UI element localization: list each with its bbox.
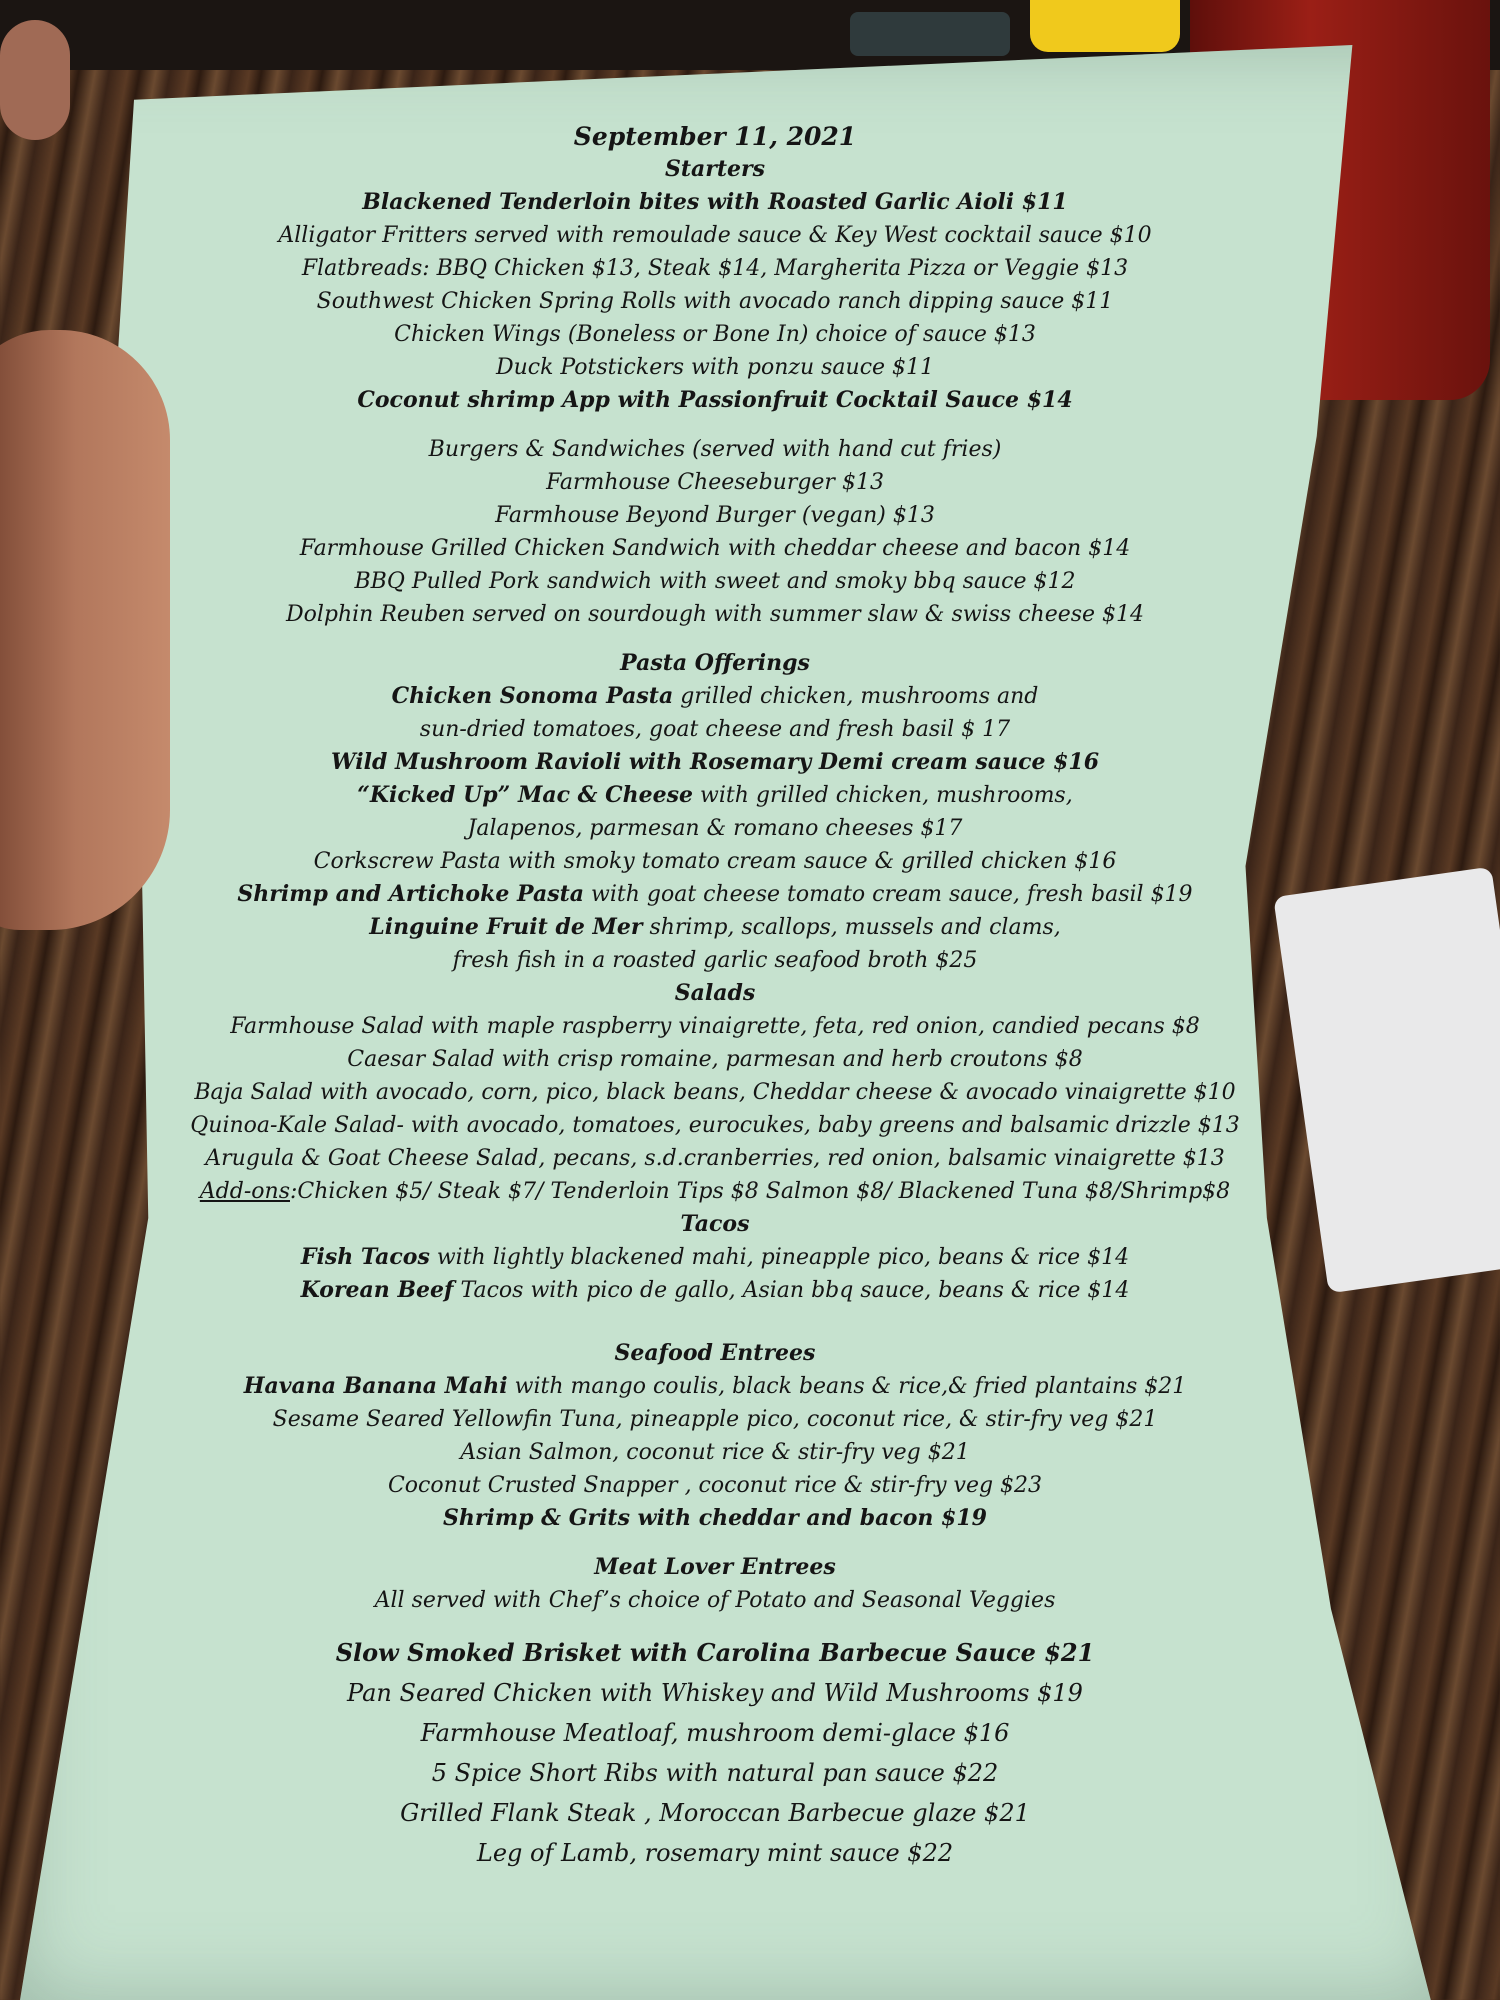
item-name: Havana Banana Mahi: [243, 1373, 508, 1399]
menu-item: [170, 680, 1260, 713]
addons-label: Add-ons: [199, 1179, 290, 1204]
meat-note: All served with Chef’s choice of Potato and Seasonal Veggies: [374, 1588, 1056, 1613]
menu-text: [170, 120, 1260, 1873]
menu-item: Leg of Lamb, rosemary mint sauce $22: [476, 1839, 954, 1867]
menu-item: Dolphin Reuben served on sourdough with summer slaw & swiss cheese $14: [285, 602, 1145, 627]
item-name: Chicken Sonoma Pasta: [391, 683, 674, 709]
menu-item: [170, 911, 1260, 944]
thumb: [0, 330, 170, 930]
menu-item: Corkscrew Pasta with smoky tomato cream sauce & grilled chicken $16: [313, 849, 1117, 874]
menu-item: Duck Potstickers with ponzu sauce $11: [495, 355, 935, 380]
menu-item: Coconut Crusted Snapper , coconut rice & stir-fry veg $23: [387, 1473, 1043, 1498]
menu-item: Sesame Seared Yellowfin Tuna, pineapple pico, coconut rice, & stir-fry veg $21: [272, 1407, 1158, 1432]
item-name: Korean Beef: [300, 1277, 454, 1303]
burgers-heading: Burgers & Sandwiches (served with hand cut fries): [428, 437, 1002, 462]
tacos-heading: Tacos: [680, 1211, 750, 1237]
item-desc: with goat cheese tomato cream sauce, fresh basil $19: [584, 882, 1193, 907]
mustard-bottle: [1030, 0, 1180, 52]
menu-item: Flatbreads: BBQ Chicken $13, Steak $14, Margherita Pizza or Veggie $13: [301, 256, 1129, 281]
pasta-heading: Pasta Offerings: [620, 650, 810, 676]
menu-item: sun-dried tomatoes, goat cheese and fresh basil $ 17: [419, 717, 1011, 742]
item-desc: with mango coulis, black beans & rice,& fried plantains $21: [507, 1374, 1187, 1399]
menu-item: Asian Salmon, coconut rice & stir-fry veg $21: [460, 1440, 970, 1465]
menu-item: Farmhouse Beyond Burger (vegan) $13: [495, 503, 935, 528]
menu-item: Farmhouse Cheeseburger $13: [546, 470, 884, 495]
menu-item: Caesar Salad with crisp romaine, parmesan and herb croutons $8: [347, 1047, 1083, 1072]
menu-item: Farmhouse Salad with maple raspberry vinaigrette, feta, red onion, candied pecans $8: [230, 1014, 1200, 1039]
item-name: Shrimp and Artichoke Pasta: [237, 881, 585, 907]
jar: [850, 12, 1010, 56]
starters-heading: Starters: [664, 156, 766, 182]
napkin: [1273, 867, 1500, 1294]
menu-item: Baja Salad with avocado, corn, pico, black beans, Cheddar cheese & avocado vinaigrette $10: [194, 1080, 1236, 1105]
menu-item: Southwest Chicken Spring Rolls with avocado ranch dipping sauce $11: [316, 289, 1114, 314]
menu-item: Blackened Tenderloin bites with Roasted Garlic Aioli $11: [362, 189, 1068, 215]
menu-item: [170, 878, 1260, 911]
item-desc: grilled chicken, mushrooms and: [673, 684, 1039, 709]
item-desc: Tacos with pico de gallo, Asian bbq sauce, beans & rice $14: [453, 1278, 1130, 1303]
menu-item: [170, 1274, 1260, 1307]
addons-text: :Chicken $5/ Steak $7/ Tenderloin Tips $8 Salmon $8/ Blackened Tuna $8/Shrimp$8: [290, 1179, 1231, 1204]
menu-item: Jalapenos, parmesan & romano cheeses $17: [467, 816, 963, 841]
menu-item: Shrimp & Grits with cheddar and bacon $19: [443, 1505, 987, 1531]
menu-item: Arugula & Goat Cheese Salad, pecans, s.d.cranberries, red onion, balsamic vinaigrette $13: [205, 1146, 1225, 1171]
menu-item: Chicken Wings (Boneless or Bone In) choice of sauce $13: [394, 322, 1036, 347]
menu-item: Alligator Fritters served with remoulade sauce & Key West cocktail sauce $10: [278, 223, 1152, 248]
menu-item: Farmhouse Grilled Chicken Sandwich with cheddar cheese and bacon $14: [299, 536, 1131, 561]
menu-date: September 11, 2021: [573, 122, 857, 151]
menu-item: Coconut shrimp App with Passionfruit Cocktail Sauce $14: [357, 387, 1073, 413]
menu-item: [170, 1241, 1260, 1274]
item-name: Fish Tacos: [300, 1244, 430, 1270]
menu-item: Pan Seared Chicken with Whiskey and Wild Mushrooms $19: [347, 1679, 1083, 1707]
item-name: “Kicked Up” Mac & Cheese: [357, 782, 694, 808]
menu-item: [170, 1370, 1260, 1403]
salads-heading: Salads: [674, 980, 756, 1006]
menu-item: Farmhouse Meatloaf, mushroom demi-glace $16: [420, 1719, 1010, 1747]
menu-item: Slow Smoked Brisket with Carolina Barbecue Sauce $21: [335, 1638, 1095, 1667]
seafood-heading: Seafood Entrees: [614, 1340, 816, 1366]
item-name: Linguine Fruit de Mer: [369, 914, 643, 940]
addons-line: [170, 1175, 1260, 1208]
item-desc: shrimp, scallops, mussels and clams,: [642, 915, 1061, 940]
menu-item: Wild Mushroom Ravioli with Rosemary Demi cream sauce $16: [330, 749, 1100, 775]
menu-item: BBQ Pulled Pork sandwich with sweet and smoky bbq sauce $12: [354, 569, 1076, 594]
menu-item: [170, 779, 1260, 812]
finger: [0, 20, 70, 140]
meat-heading: Meat Lover Entrees: [594, 1554, 836, 1580]
menu-item: fresh fish in a roasted garlic seafood broth $25: [452, 948, 978, 973]
menu-item: 5 Spice Short Ribs with natural pan sauce $22: [431, 1759, 999, 1787]
item-desc: with lightly blackened mahi, pineapple pico, beans & rice $14: [429, 1245, 1130, 1270]
item-desc: with grilled chicken, mushrooms,: [693, 783, 1073, 808]
menu-item: Grilled Flank Steak , Moroccan Barbecue glaze $21: [400, 1799, 1030, 1827]
menu-item: Quinoa-Kale Salad- with avocado, tomatoes, eurocukes, baby greens and balsamic drizzle $13: [190, 1113, 1240, 1138]
